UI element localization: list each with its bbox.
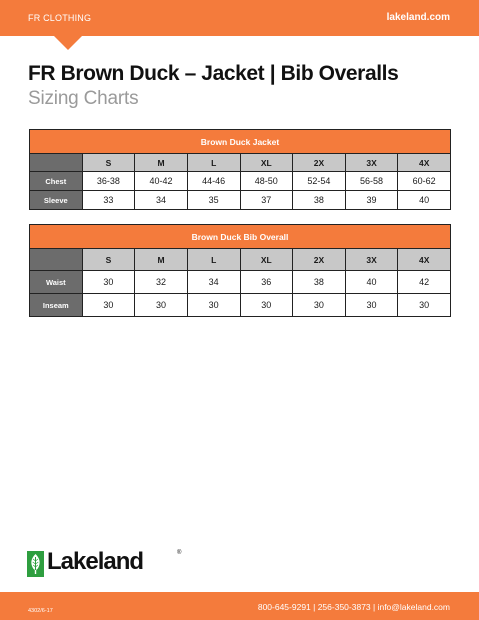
size-header: 4X <box>398 249 451 271</box>
table-cell: 38 <box>293 191 346 210</box>
jacket-table-caption: Brown Duck Jacket <box>30 130 451 154</box>
page-subtitle: Sizing Charts <box>28 88 139 109</box>
table-cell: 36-38 <box>82 172 135 191</box>
size-header: S <box>82 154 135 172</box>
table-cell: 32 <box>135 271 188 294</box>
table-cell: 38 <box>293 271 346 294</box>
table-corner <box>30 154 83 172</box>
size-header: 3X <box>345 154 398 172</box>
row-label: Chest <box>30 172 83 191</box>
table-row <box>30 294 451 317</box>
table-cell: 30 <box>240 294 293 317</box>
table-cell: 48-50 <box>240 172 293 191</box>
table-cell: 44-46 <box>187 172 240 191</box>
size-header: 4X <box>398 154 451 172</box>
size-header: 2X <box>293 249 346 271</box>
table-cell: 52-54 <box>293 172 346 191</box>
jacket-size-table <box>29 129 451 210</box>
contact-info: 800-645-9291 | 256-350-3873 | info@lakeland.com <box>257 602 450 612</box>
table-cell: 40 <box>345 271 398 294</box>
table-cell: 37 <box>240 191 293 210</box>
header-notch <box>54 36 82 50</box>
size-header: S <box>82 249 135 271</box>
table-cell: 30 <box>398 294 451 317</box>
document-code: 4302/6-17 <box>28 608 53 614</box>
table-cell: 56-58 <box>345 172 398 191</box>
table-cell: 35 <box>187 191 240 210</box>
table-cell: 30 <box>82 294 135 317</box>
page-title: FR Brown Duck – Jacket | Bib Overalls <box>28 62 399 85</box>
bib-overall-size-table <box>29 224 451 317</box>
size-header: M <box>135 249 188 271</box>
table-cell: 39 <box>345 191 398 210</box>
table-row <box>30 191 451 210</box>
section-label: FR CLOTHING <box>28 13 92 23</box>
row-label: Sleeve <box>30 191 83 210</box>
row-label: Waist <box>30 271 83 294</box>
table-cell: 34 <box>187 271 240 294</box>
size-header: M <box>135 154 188 172</box>
size-header: L <box>187 249 240 271</box>
logo-wordmark: Lakeland <box>47 548 144 575</box>
size-header: 2X <box>293 154 346 172</box>
table-cell: 30 <box>82 271 135 294</box>
registered-mark: ® <box>177 550 182 556</box>
bib-table-caption: Brown Duck Bib Overall <box>30 225 451 249</box>
table-cell: 36 <box>240 271 293 294</box>
website-link[interactable]: lakeland.com <box>386 12 450 23</box>
table-cell: 30 <box>187 294 240 317</box>
size-header: XL <box>240 154 293 172</box>
table-cell: 30 <box>345 294 398 317</box>
table-cell: 30 <box>293 294 346 317</box>
table-cell: 42 <box>398 271 451 294</box>
table-cell: 40 <box>398 191 451 210</box>
size-header: L <box>187 154 240 172</box>
table-cell: 33 <box>82 191 135 210</box>
table-cell: 60-62 <box>398 172 451 191</box>
size-header: 3X <box>345 249 398 271</box>
row-label: Inseam <box>30 294 83 317</box>
table-cell: 30 <box>135 294 188 317</box>
table-row <box>30 271 451 294</box>
table-cell: 40-42 <box>135 172 188 191</box>
table-row <box>30 172 451 191</box>
size-header: XL <box>240 249 293 271</box>
table-corner <box>30 249 83 271</box>
table-cell: 34 <box>135 191 188 210</box>
leaf-logo-icon <box>27 551 44 577</box>
